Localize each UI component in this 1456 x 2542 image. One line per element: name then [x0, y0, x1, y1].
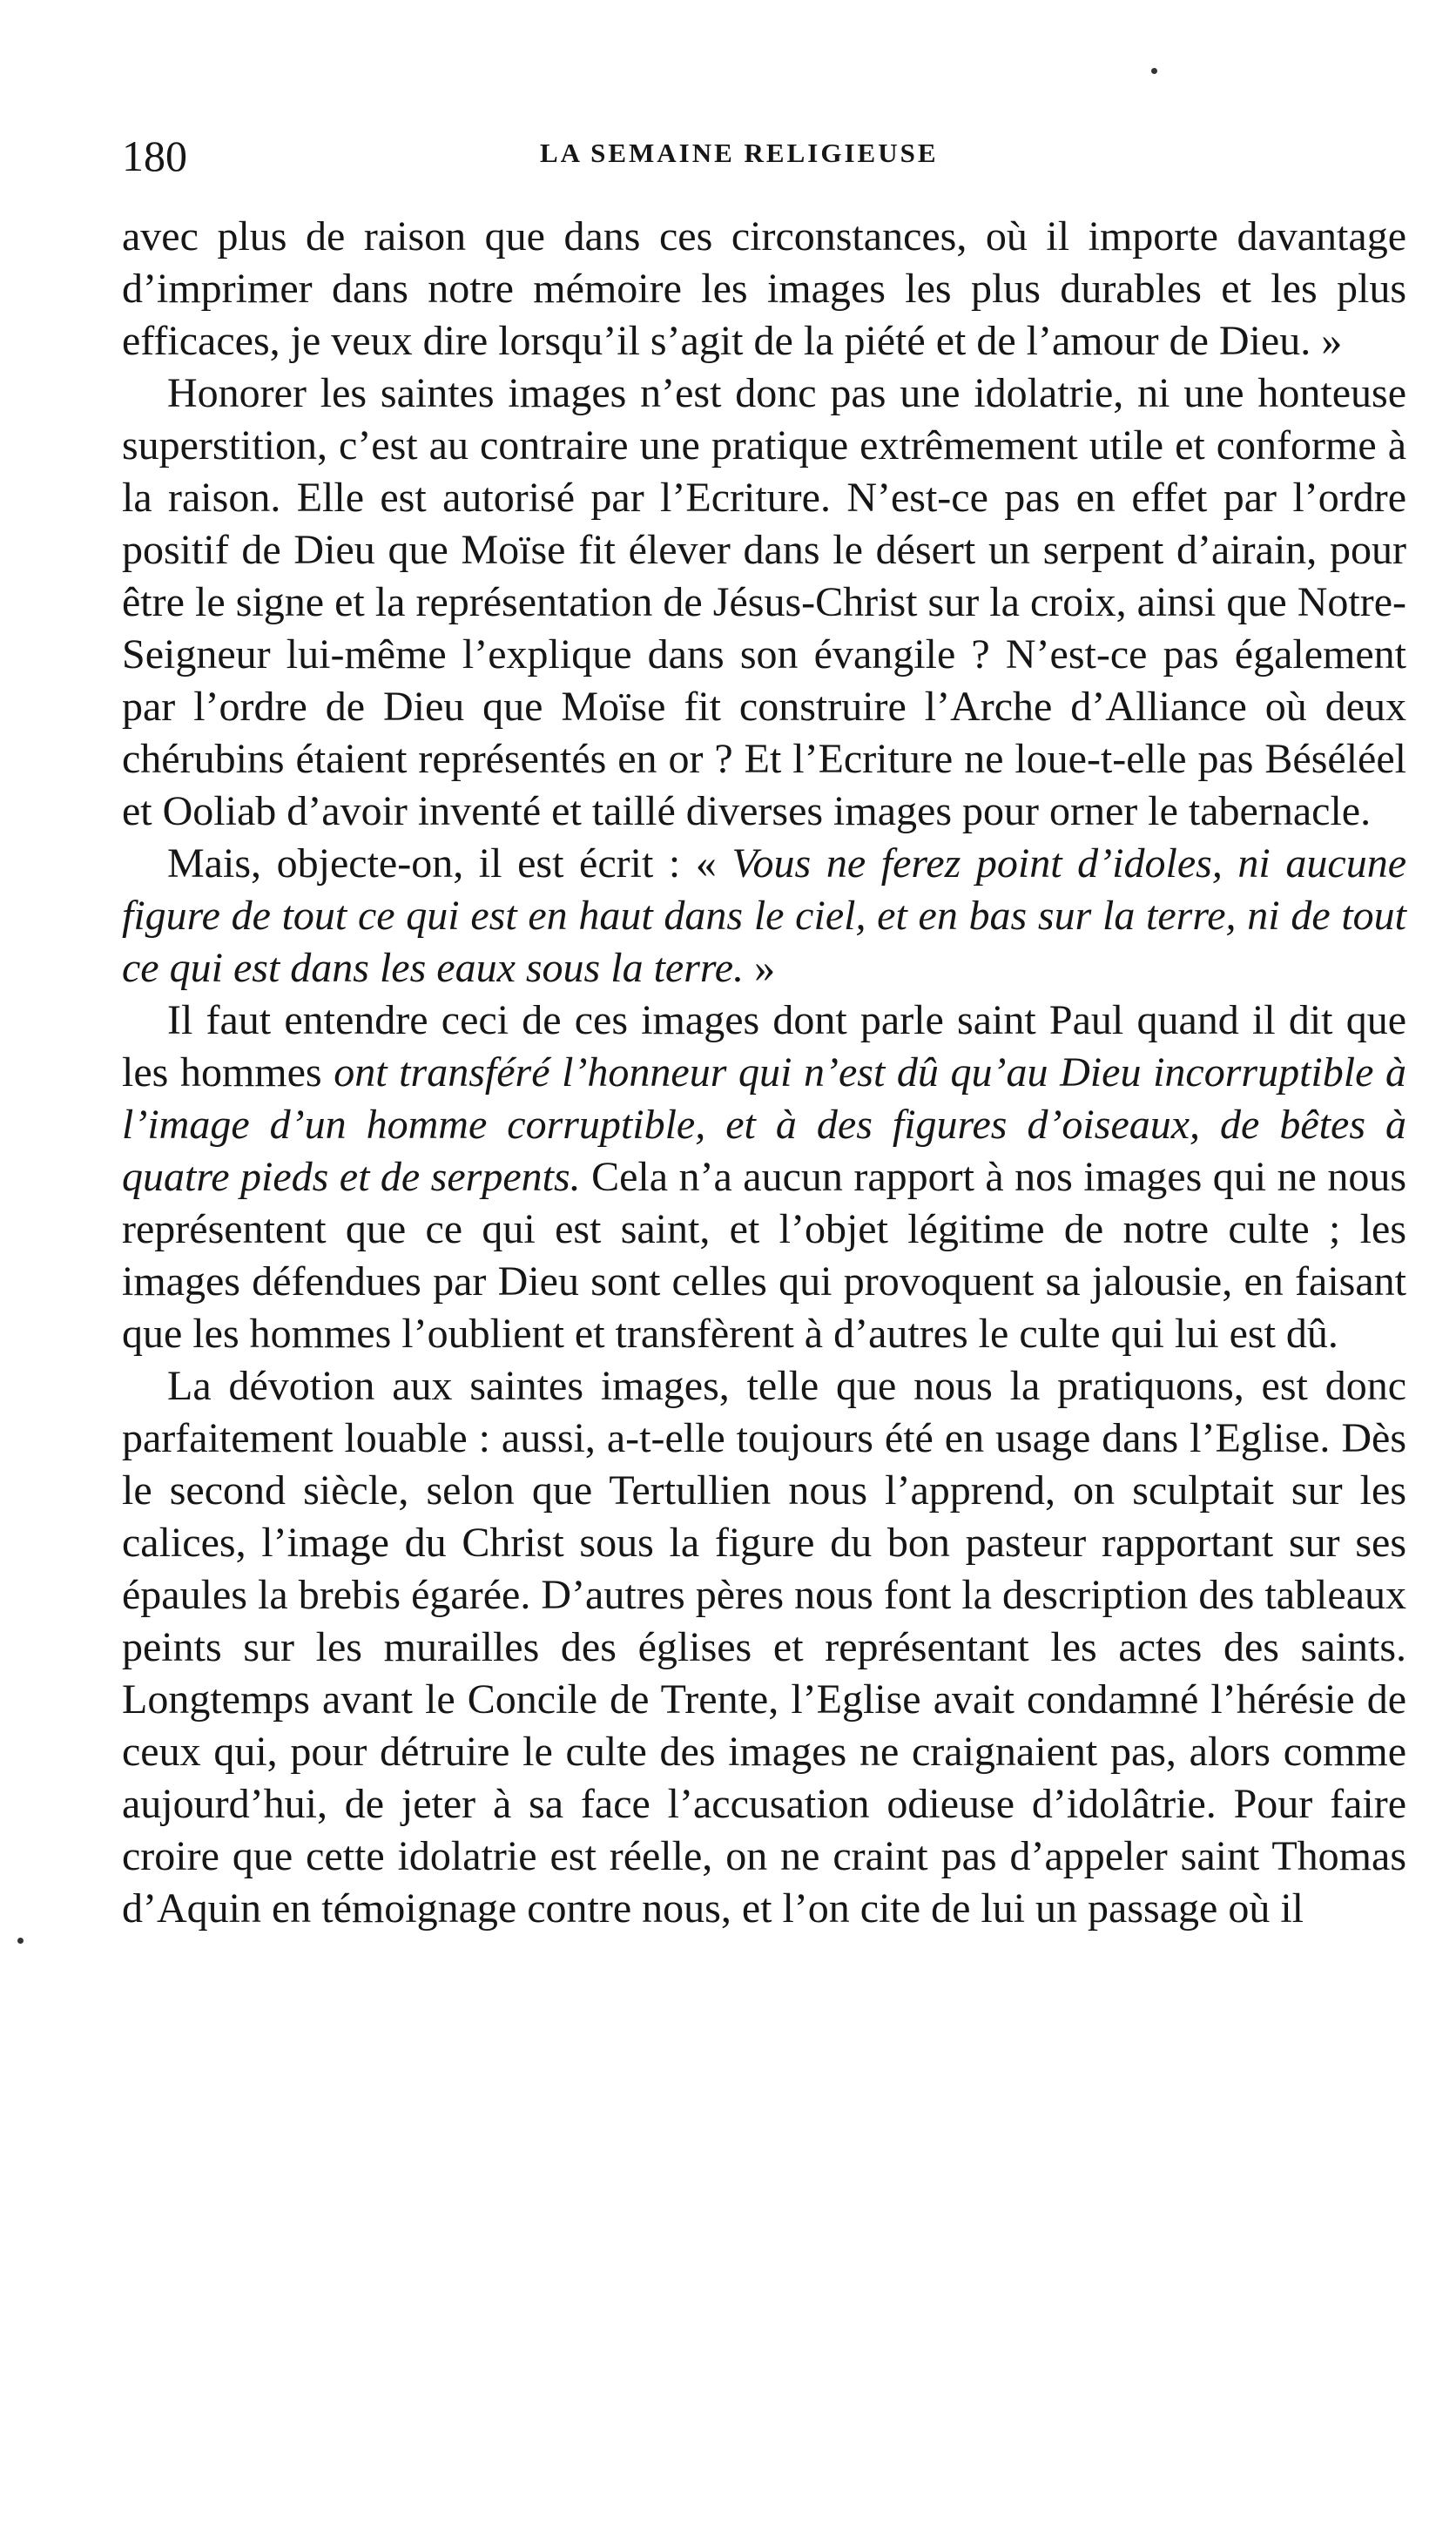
running-head — [122, 131, 1404, 192]
body-text — [122, 211, 1406, 1935]
paragraph — [122, 838, 1406, 995]
text-run: » — [744, 945, 776, 991]
paragraph — [122, 995, 1406, 1360]
page-number: 180 — [122, 131, 187, 180]
paragraph — [122, 1360, 1406, 1935]
text-run: Il faut entendre ceci de ces images dont parle saint Paul quand il dit que les hommes — [122, 997, 1406, 1096]
italic-quotation: ont transféré l’honneur qui n’est dû qu’au Dieu incorruptible à l’image d’un homme corruptible, et à des figures d’oiseaux, de bêtes à quatre pieds et de serpents. — [122, 1049, 1406, 1200]
text-run: Cela n’a aucun rapport à nos images qui ne nous représentent que ce qui est saint, et l’objet légitime de notre culte ; les images défendues par Dieu sont celles qui provoquent sa jalousie, en faisant que les hommes l’oublient et transfèrent à d’autres le culte qui lui est dû. — [122, 1154, 1406, 1357]
text-run: avec plus de raison que dans ces circonstances, où il importe davantage d’imprimer dans notre mémoire les images les plus durables et les plus efficaces, je veux dire lorsqu’il s’agit de la piété et de l’amour de Dieu. » — [122, 213, 1406, 364]
text-run: Honorer les saintes images n’est donc pas une idolatrie, ni une honteuse superstition, c’est au contraire une pratique extrêmement utile et conforme à la raison. Elle est autorisé par l’Ecriture. N’est-ce pas en effet par l’ordre positif de Dieu que Moïse fit élever dans le désert un serpent d’airain, pour être le signe et la représentation de Jésus-Christ sur la croix, ainsi que Notre-Seigneur lui-même l’explique dans son évangile ? N’est-ce pas également par l’ordre de Dieu que Moïse fit construire l’Arche d’Alliance où deux chérubins étaient représentés en or ? Et l’Ecriture ne loue-t-elle pas Béséléel et Ooliab d’avoir inventé et taillé diverses images pour orner le tabernacle. — [122, 370, 1406, 834]
text-run: Mais, objecte-on, il est écrit : « — [167, 840, 732, 887]
italic-quotation: Vous ne ferez point d’idoles, ni aucune figure de tout ce qui est en haut dans le ciel, et en bas sur la terre, ni de tout ce qui est dans les eaux sous la terre. — [122, 840, 1407, 991]
paragraph — [122, 367, 1406, 838]
running-title: LA SEMAINE RELIGIEUSE — [540, 138, 939, 168]
print-speck — [1151, 68, 1157, 74]
text-run: La dévotion aux saintes images, telle que nous la pratiquons, est donc parfaitement louable : aussi, a-t-elle toujours été en usage dans l’Eglise. Dès le second siècle, selon que Tertullien nous l’apprend, on sculptait sur les calices, l’image du Christ sous la figure du bon pasteur rapportant sur ses épaules la brebis égarée. D’autres pères nous font la description des tableaux peints sur les murailles des églises et représentant les actes des saints. Longtemps avant le Concile de Trente, l’Eglise avait condamné l’hérésie de ceux qui, pour détruire le culte des images ne craignaient pas, alors comme aujourd’hui, de jeter à sa face l’accusation odieuse d’idolâtrie. Pour faire croire que cette idolatrie est réelle, on ne craint pas d’appeler saint Thomas d’Aquin en témoignage contre nous, et l’on cite de lui un passage où il — [122, 1363, 1406, 1932]
paragraph — [122, 211, 1406, 367]
print-speck — [17, 1938, 24, 1944]
